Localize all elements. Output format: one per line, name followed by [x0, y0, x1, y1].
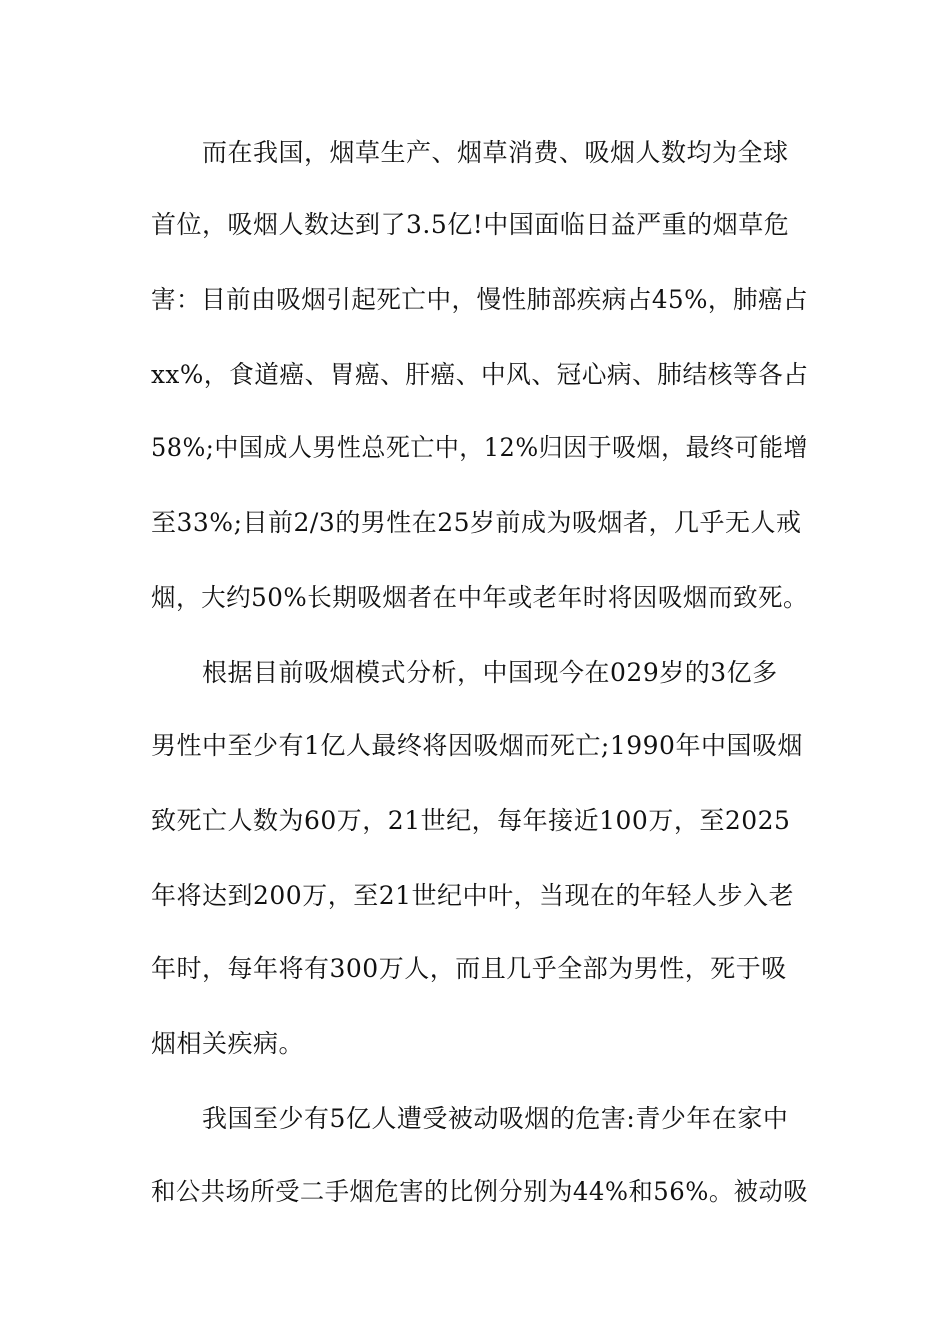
- paragraph-2-line-2: 男性中至少有1亿人最终将因吸烟而死亡;1990年中国吸烟: [151, 731, 803, 760]
- paragraph-1-line-3: 害：目前由吸烟引起死亡中，慢性肺部疾病占45%，肺癌占: [151, 285, 809, 314]
- paragraph-2-line-1: 根据目前吸烟模式分析，中国现今在029岁的3亿多: [202, 658, 778, 687]
- paragraph-2-line-3: 致死亡人数为60万，21世纪，每年接近100万，至2025: [151, 806, 791, 835]
- paragraph-1-line-7: 烟，大约50%长期吸烟者在中年或老年时将因吸烟而致死。: [151, 583, 809, 612]
- paragraph-3-line-2: 和公共场所受二手烟危害的比例分别为44%和56%。被动吸: [151, 1177, 809, 1206]
- paragraph-1-line-6: 至33%;目前2/3的男性在25岁前成为吸烟者，几乎无人戒: [151, 508, 802, 537]
- paragraph-2-line-6: 烟相关疾病。: [151, 1029, 305, 1058]
- paragraph-1-line-2: 首位，吸烟人数达到了3.5亿!中国面临日益严重的烟草危: [151, 210, 790, 239]
- paragraph-1-line-4: xx%，食道癌、胃癌、肝癌、中风、冠心病、肺结核等各占: [151, 360, 809, 389]
- paragraph-2-line-5: 年时，每年将有300万人，而且几乎全部为男性，死于吸: [151, 954, 787, 983]
- paragraph-1-line-5: 58%;中国成人男性总死亡中，12%归因于吸烟，最终可能增: [151, 433, 809, 462]
- paragraph-3-line-1: 我国至少有5亿人遭受被动吸烟的危害:青少年在家中: [202, 1104, 789, 1133]
- paragraph-2-line-4: 年将达到200万，至21世纪中叶，当现在的年轻人步入老: [151, 881, 795, 910]
- paragraph-1-line-1: 而在我国，烟草生产、烟草消费、吸烟人数均为全球: [202, 138, 789, 167]
